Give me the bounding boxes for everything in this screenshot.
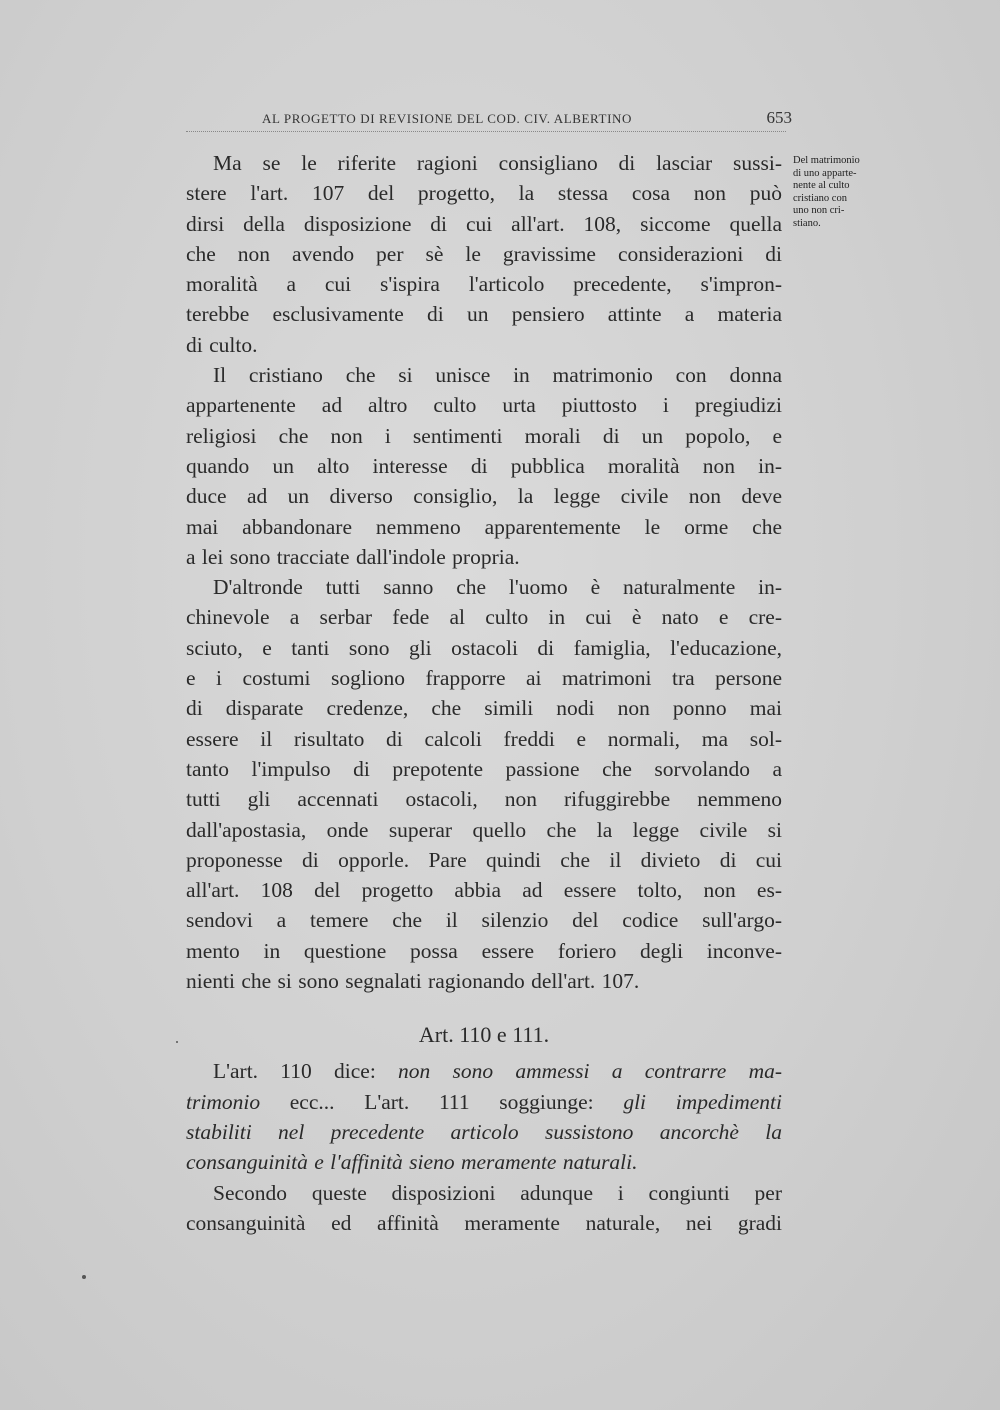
text-line: sendovi a temere che il silenzio del codice sull'argo- <box>186 908 782 933</box>
margin-note-line: stiano. <box>793 217 821 229</box>
text-line: terebbe esclusivamente di un pensiero attinte a materia <box>186 302 782 327</box>
text-line: moralità a cui s'ispira l'articolo precedente, s'impron- <box>186 272 782 297</box>
text-line: e i costumi sogliono frapporre ai matrimoni tra persone <box>186 666 782 691</box>
text-line: appartenente ad altro culto urta piuttosto i pregiudizi <box>186 393 782 418</box>
text-line: duce ad un diverso consiglio, la legge civile non deve <box>186 484 782 509</box>
text-line: di disparate credenze, che simili nodi non ponno mai <box>186 696 782 721</box>
text-line: Ma se le riferite ragioni consigliano di lasciar sussi- <box>213 151 782 175</box>
text-line: all'art. 108 del progetto abbia ad essere tolto, non es- <box>186 878 782 903</box>
text-line: religiosi che non i sentimenti morali di un popolo, e <box>186 423 782 448</box>
margin-note-line: uno non cri- <box>793 205 845 216</box>
text-line: Secondo queste disposizioni adunque i congiunti per <box>213 1180 782 1205</box>
text-line: consanguinità e l'affinità sieno meramente naturali. <box>186 1150 638 1175</box>
margin-note-line: Del matrimonio <box>793 155 860 166</box>
page-number: 653 <box>766 108 792 127</box>
text-line: stere l'art. 107 del progetto, la stessa cosa non può <box>186 181 782 206</box>
text-run: L'art. 110 dice: <box>213 1059 399 1084</box>
text-line: dirsi della disposizione di cui all'art. 108, siccome quella <box>186 211 782 236</box>
italic-run: trimonio <box>186 1089 261 1114</box>
text-line: quando un alto interesse di pubblica moralità non in- <box>186 453 782 478</box>
margin-note-line: cristiano con <box>793 192 847 204</box>
text-line: a lei sono tracciate dall'indole propria. <box>186 544 520 569</box>
section-gap <box>186 996 782 1020</box>
italic-run: non sono ammessi a contrarre ma- <box>398 1059 783 1084</box>
paper-speck <box>176 1041 178 1043</box>
header-rule <box>186 131 786 132</box>
italic-run: gli impedimenti <box>623 1089 782 1114</box>
text-line <box>186 1087 782 1117</box>
text-line: consanguinità ed affinità meramente naturale, nei gradi <box>186 1210 782 1235</box>
text-run: ecc... L'art. 111 soggiunge: <box>260 1089 624 1114</box>
text-line: sciuto, e tanti sono gli ostacoli di famiglia, l'educazione, <box>186 635 782 660</box>
text-line: D'altronde tutti sanno che l'uomo è naturalmente in- <box>213 575 782 600</box>
running-title: AL PROGETTO DI REVISIONE DEL COD. CIV. ALBERTINO <box>262 111 632 126</box>
text-line: di culto. <box>186 332 258 357</box>
text-line: nienti che si sono segnalati ragionando dell'art. 107. <box>186 969 640 994</box>
text-line: dall'apostasia, onde superar quello che la legge civile si <box>186 817 782 842</box>
margin-note <box>793 155 903 230</box>
text-line: stabiliti nel precedente articolo sussistono ancorchè la <box>186 1119 782 1144</box>
text-line: proponesse di opporle. Pare quindi che il divieto di cui <box>186 847 782 872</box>
body-text <box>186 148 782 1238</box>
margin-note-line: nente al culto <box>793 180 850 191</box>
paper-speck <box>82 1275 86 1279</box>
text-line: mai abbandonare nemmeno apparentemente le orme che <box>186 514 782 539</box>
text-line: essere il risultato di calcoli freddi e normali, ma sol- <box>186 726 782 751</box>
text-line: mento in questione possa essere foriero degli inconve- <box>186 938 782 963</box>
text-line: chinevole a serbar fede al culto in cui è nato e cre- <box>186 605 782 630</box>
text-line: Il cristiano che si unisce in matrimonio con donna <box>213 363 782 388</box>
margin-note-line: di uno apparte- <box>793 167 857 179</box>
text-line: tanto l'impulso di prepotente passione che sorvolando a <box>186 756 782 781</box>
text-line: che non avendo per sè le gravissime considerazioni di <box>186 241 782 266</box>
section-heading: Art. 110 e 111. <box>418 1022 550 1048</box>
text-line: tutti gli accennati ostacoli, non rifuggirebbe nemmeno <box>186 787 782 812</box>
running-header <box>262 108 792 128</box>
text-line <box>186 1056 782 1086</box>
